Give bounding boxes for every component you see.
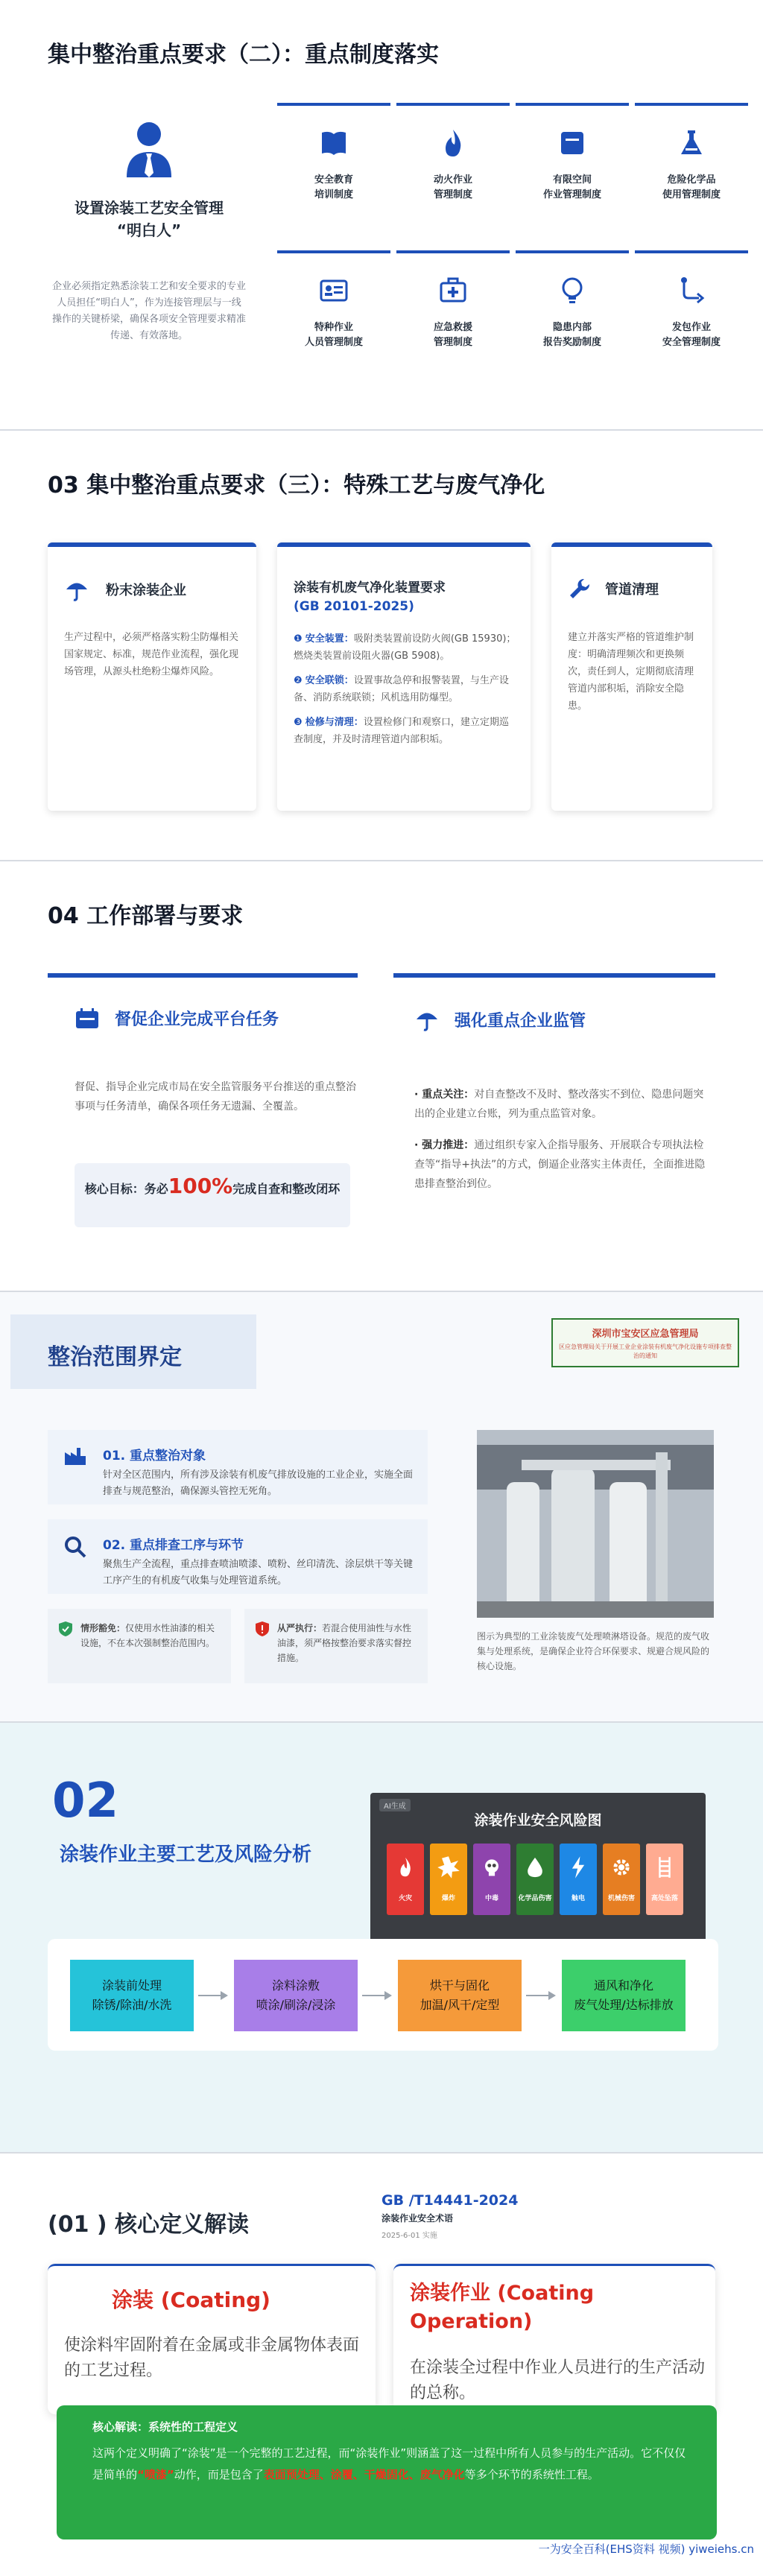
- tile-label-line1: 危险化学品: [667, 174, 716, 186]
- note-body: [92, 2443, 696, 2486]
- scope-item-2: [48, 1519, 428, 1594]
- note-highlight: 表面预处理、涂覆、干燥固化、废气净化: [263, 2468, 465, 2481]
- step-name: 烘干与固化: [429, 1978, 490, 1993]
- tile-label-line1: 隐患内部: [552, 322, 592, 333]
- step-detail: 喷涂/刷涂/浸涂: [256, 1998, 336, 2012]
- flame-icon: [437, 127, 469, 159]
- step-detail: 除锈/除油/水洗: [92, 1998, 172, 2012]
- risk-label: 爆炸: [441, 1895, 455, 1902]
- std-code: GB /T14441-2024: [382, 2192, 519, 2209]
- card-title: 管道清理: [605, 582, 659, 598]
- shield-check-icon: [58, 1621, 73, 1637]
- note-text: 动作，而是包含了: [174, 2468, 264, 2481]
- scope-item-title: 01. 重点整治对象: [103, 1449, 206, 1463]
- tile-label-line2: 管理制度: [433, 337, 472, 348]
- shield-alert-icon: [255, 1621, 270, 1637]
- slide-core-definition: [0, 2153, 763, 2560]
- goal-suffix: 完成自查和整改闭环: [232, 1182, 341, 1196]
- slide-special-process: [0, 431, 763, 861]
- risk-tile: [387, 1844, 424, 1915]
- stamp-org: 深圳市宝安区应急管理局: [592, 1329, 699, 1340]
- tile-label-line2: 作业管理制度: [542, 189, 601, 200]
- slide-title: 整治范围界定: [48, 1344, 182, 1370]
- umbrella-icon: [64, 577, 89, 602]
- voc-num: ❷: [294, 675, 305, 686]
- def-body: 使涂料牢固附着在金属或非金属物体表面的工艺过程。: [64, 2336, 360, 2380]
- slide-process-risk: [0, 1723, 763, 2153]
- slide-scope: [0, 1292, 763, 1723]
- watermark: 一为安全百科(EHS资料 视频) yiweiehs.cn: [538, 2542, 754, 2556]
- goal-prefix: 核心目标：务必: [84, 1182, 168, 1196]
- scope-item-body: 针对全区范围内，所有涉及涂装有机废气排放设施的工业企业，实施全面排查与规范整治，确保源头管控无死角。: [103, 1469, 414, 1497]
- foot-exempt: [48, 1609, 231, 1683]
- slide-title: (01 ) 核心定义解读: [48, 2212, 250, 2238]
- scope-item-title: 02. 重点排查工序与环节: [103, 1538, 244, 1553]
- ladder-icon: [646, 1854, 683, 1884]
- arrow-right-icon: [526, 1990, 557, 2004]
- step-detail: 加温/风干/定型: [420, 1998, 500, 2012]
- tile-label-line2: 人员管理制度: [304, 337, 363, 348]
- voc-key: 安全联锁：: [305, 675, 354, 686]
- card-pipe-cleaning: [551, 542, 712, 811]
- process-step: [398, 1960, 522, 2031]
- item-text: 对自查整改不及时、整改落实不到位、隐患问题突出的企业建立台账，列为重点监管对象。: [414, 1089, 704, 1120]
- arrow-right-icon: [198, 1990, 229, 2004]
- system-tile: [396, 103, 510, 213]
- voc-num: ❶: [294, 633, 305, 645]
- risk-tile: [430, 1844, 467, 1915]
- card-body: 生产过程中，必须严格落实粉尘防爆相关国家规定、标准，规范作业流程，强化现场管理，从源头杜绝粉尘爆炸风险。: [64, 632, 239, 677]
- foot-strict: [244, 1609, 428, 1683]
- right-head-label: 强化重点企业监管: [455, 1011, 586, 1031]
- risk-label: 机械伤害: [607, 1895, 635, 1902]
- card-subtitle: (GB 20101-2025): [294, 599, 414, 614]
- book-icon: [317, 127, 350, 159]
- def-title: 涂装 (Coating): [112, 2288, 270, 2312]
- system-tile: [516, 250, 629, 361]
- note-highlight: “喷漆”: [137, 2468, 174, 2481]
- process-step: [70, 1960, 194, 2031]
- foot-key: 从严执行：: [277, 1623, 323, 1633]
- tile-label-line1: 安全教育: [314, 174, 353, 186]
- slide-title: 集中整治重点要求（二）：重点制度落实: [48, 42, 439, 68]
- system-tile: [635, 103, 748, 213]
- left-head-label: 督促企业完成平台任务: [115, 1010, 279, 1029]
- step-name: 通风和净化: [593, 1978, 653, 1993]
- system-tile: [516, 103, 629, 213]
- risk-tile: [516, 1844, 554, 1915]
- item-key: · 重点关注：: [414, 1089, 475, 1101]
- explosion-icon: [430, 1854, 467, 1884]
- risk-tile: [646, 1844, 683, 1915]
- tile-label-line1: 应急救援: [433, 322, 472, 333]
- voc-requirement: [294, 672, 517, 706]
- card-body: 建立并落实严格的管道维护制度：明确清理频次和更换频次，责任到人，定期彻底清理管道内部积垢，消除安全隐患。: [568, 632, 694, 712]
- risk-panel: [370, 1793, 706, 1942]
- mingbairen-panel: [52, 119, 246, 344]
- process-step: [562, 1960, 686, 2031]
- tile-label-line1: 特种作业: [314, 322, 353, 333]
- calendar-icon: [75, 1007, 100, 1030]
- tile-label-line2: 培训制度: [314, 189, 353, 200]
- system-tile: [277, 250, 390, 361]
- slide-deployment: [0, 861, 763, 1292]
- process-step: [234, 1960, 358, 2031]
- system-tile: [635, 250, 748, 361]
- voc-requirement: [294, 630, 517, 665]
- slide-title: 03 集中整治重点要求（三）：特殊工艺与废气净化: [48, 472, 545, 499]
- medkit-icon: [437, 274, 469, 307]
- tile-label-line2: 报告奖励制度: [542, 337, 601, 348]
- def-body: 在涂装全过程中作业人员进行的生产活动的总称。: [410, 2358, 706, 2402]
- risk-label: 化学品伤害: [518, 1895, 552, 1902]
- notice-stamp: [551, 1318, 739, 1367]
- arrow-right-icon: [362, 1990, 393, 2004]
- bulb-icon: [556, 274, 589, 307]
- left-head: [75, 1007, 279, 1030]
- card-voc-device: [277, 542, 531, 811]
- right-head: [414, 1007, 586, 1032]
- fire-icon: [387, 1854, 424, 1884]
- risk-label: 火灾: [398, 1895, 412, 1902]
- step-name: 涂料涂敷: [271, 1978, 320, 1993]
- tile-label-line2: 使用管理制度: [662, 189, 721, 200]
- system-tile: [277, 103, 390, 213]
- risk-tile: [560, 1844, 597, 1915]
- gear-icon: [603, 1854, 640, 1884]
- card-title: 粉末涂装企业: [106, 583, 186, 598]
- section-number: 02: [52, 1773, 119, 1829]
- voc-text: 吸附类装置前设防火阀(GB 15930)；燃烧类装置前设阻火器(GB 5908)。: [294, 633, 516, 662]
- voc-key: 检修与清理：: [305, 717, 364, 728]
- def-card-operation: [393, 2264, 715, 2414]
- id-card-icon: [317, 274, 350, 307]
- goal-box: [75, 1163, 350, 1227]
- risk-tile: [473, 1844, 510, 1915]
- risk-label: 触电: [571, 1895, 585, 1902]
- note-head: 核心解读：系统性的工程定义: [92, 2420, 238, 2434]
- tile-label-line1: 动火作业: [433, 174, 472, 186]
- note-text: 等多个环节的系统性工程。: [464, 2468, 599, 2481]
- def-title: 涂装作业 (Coating Operation): [410, 2282, 595, 2333]
- risk-title: 涂装作业安全风险图: [474, 1812, 602, 1829]
- photo-caption: 图示为典型的工业涂装废气处理喷淋塔设备。规范的废气收集与处理系统，是确保企业符合环保要求、规避合规风险的核心设施。: [477, 1631, 710, 1671]
- mingbairen-title-2: “明白人”: [116, 221, 182, 239]
- goal-pct: 100%: [168, 1174, 233, 1198]
- voc-text: 设置检修门和观察口，建立定期巡查制度，并及时清理管道内部积垢。: [294, 717, 509, 745]
- factory-icon: [64, 1446, 86, 1466]
- box-icon: [556, 127, 589, 159]
- person-tie-icon: [123, 119, 175, 179]
- left-column-bar: [48, 973, 358, 978]
- card-powder-coating: [48, 542, 256, 811]
- foot-value: 若混合使用油性与水性油漆，须严格按整治要求落实督控措施。: [277, 1623, 412, 1663]
- supervision-item: [414, 1136, 712, 1194]
- stamp-notice: 区应急管理局关于开展工业企业涂装有机废气净化设施专项排查整治的通知: [559, 1344, 732, 1359]
- chem-icon: [516, 1854, 554, 1884]
- wrench-icon: [568, 577, 592, 601]
- slide-title: 涂装作业主要工艺及风险分析: [60, 1844, 312, 1866]
- risk-label: 高处坠落: [650, 1895, 678, 1902]
- supervision-item: [414, 1085, 712, 1124]
- note-text: 这两个定义明确了“涂装”是一个完整的工艺过程，而“涂装作业”则涵盖了这一过程中所有人员参与的生产活动。它不仅仅是简单的: [92, 2446, 686, 2481]
- foot-key: 情形豁免：: [80, 1623, 126, 1633]
- search-icon: [64, 1536, 86, 1558]
- shock-icon: [560, 1854, 597, 1884]
- card-title: 涂装有机废气净化装置要求: [294, 580, 446, 595]
- std-date: 2025-6-01 实施: [382, 2232, 437, 2240]
- def-card-coating: [48, 2264, 376, 2414]
- tile-label-line1: 有限空间: [552, 174, 592, 186]
- tile-label-line1: 发包作业: [671, 322, 711, 333]
- foot-value: 仅使用水性油漆的相关设施，不在本次强制整治范围内。: [80, 1623, 215, 1648]
- step-detail: 废气处理/达标排放: [574, 1998, 674, 2012]
- standard-block: [382, 2192, 518, 2240]
- umbrella-icon: [414, 1007, 440, 1032]
- slide-title: 04 工作部署与要求: [48, 903, 244, 929]
- item-text: 通过组织专家入企指导服务、开展联合专项执法检查等“指导+执法”的方式，倒逼企业落实主体责任，全面推进隐患排查整治到位。: [414, 1139, 706, 1190]
- tile-label-line2: 管理制度: [433, 189, 472, 200]
- poison-icon: [473, 1854, 510, 1884]
- flask-icon: [675, 127, 708, 159]
- route-icon: [675, 274, 708, 307]
- scope-item-body: 聚焦生产全流程，重点排查喷油喷漆、喷粉、丝印清洗、涂层烘干等关键工序产生的有机废气收集与处理管道系统。: [103, 1559, 414, 1586]
- voc-requirement: [294, 714, 517, 748]
- system-tile: [396, 250, 510, 361]
- scope-item-1: [48, 1430, 428, 1504]
- voc-key: 安全装置：: [305, 633, 354, 645]
- mingbairen-desc: 企业必须指定熟悉涂装工艺和安全要求的专业人员担任“明白人”，作为连接管理层与一线操作的关键桥梁，确保各项安全管理要求精准传递、有效落地。: [52, 281, 247, 341]
- voc-text: 设置事故急停和报警装置，与生产设备、消防系统联锁；风机选用防爆型。: [294, 675, 509, 703]
- step-name: 涂装前处理: [101, 1978, 162, 1993]
- slide-system-implementation: [0, 0, 763, 431]
- ai-tag: AI生成: [379, 1799, 411, 1811]
- interpretation-box: [57, 2405, 717, 2539]
- left-body: 督促、指导企业完成市局在安全监管服务平台推送的重点整治事项与任务清单，确保各项任务无遗漏、全覆盖。: [75, 1081, 356, 1113]
- mingbairen-title: 设置涂装工艺安全管理: [75, 199, 224, 217]
- tile-label-line2: 安全管理制度: [662, 337, 721, 348]
- item-key: · 强力推进：: [414, 1139, 475, 1151]
- scrubber-tower-photo: [477, 1430, 714, 1618]
- right-column-bar: [393, 973, 715, 978]
- risk-label: 中毒: [484, 1895, 498, 1902]
- voc-num: ❸: [294, 717, 305, 728]
- std-name: 涂装作业安全术语: [382, 2213, 454, 2224]
- risk-tile: [603, 1844, 640, 1915]
